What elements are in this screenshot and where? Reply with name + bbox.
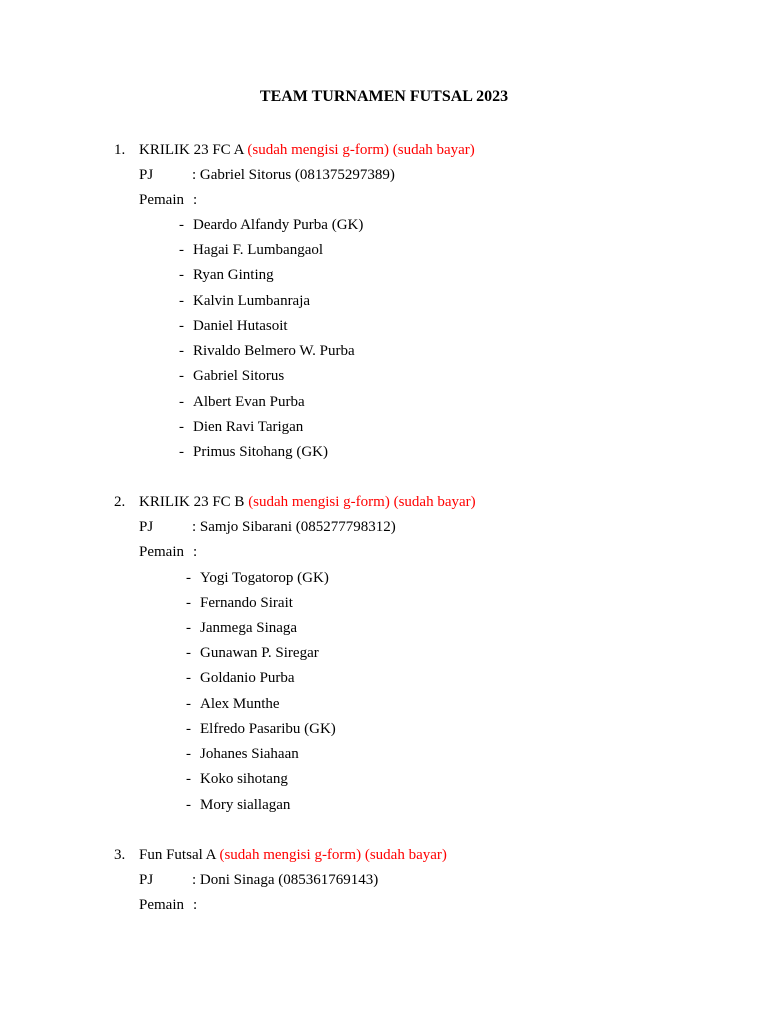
pemain-colon: : xyxy=(193,544,198,560)
bullet-dash: - xyxy=(179,394,184,410)
bullet-dash: - xyxy=(186,595,191,611)
team-number: 3. xyxy=(114,847,126,863)
bullet-dash: - xyxy=(179,343,184,359)
player-name: Yogi Togatorop (GK) xyxy=(200,570,329,586)
pj-label: PJ xyxy=(139,872,154,888)
player-item xyxy=(179,267,274,284)
player-name: Alex Munthe xyxy=(200,696,280,712)
bullet-dash: - xyxy=(186,746,191,762)
player-name: Elfredo Pasaribu (GK) xyxy=(200,721,336,737)
team-3-header xyxy=(114,847,447,864)
team-name: KRILIK 23 FC A xyxy=(139,142,244,158)
bullet-dash: - xyxy=(186,696,191,712)
team-status: (sudah mengisi g-form) (sudah bayar) xyxy=(219,847,447,863)
bullet-dash: - xyxy=(179,267,184,283)
bullet-dash: - xyxy=(179,444,184,460)
team-2-pemain-label: Pemain xyxy=(139,544,184,560)
pj-contact: : Samjo Sibarani (085277798312) xyxy=(192,519,396,535)
player-item xyxy=(179,217,363,234)
bullet-dash: - xyxy=(179,293,184,309)
team-status: (sudah mengisi g-form) (sudah bayar) xyxy=(247,142,475,158)
player-item xyxy=(186,595,293,612)
pj-contact: : Doni Sinaga (085361769143) xyxy=(192,872,379,888)
team-number: 1. xyxy=(114,142,126,158)
player-name: Mory siallagan xyxy=(200,797,291,813)
team-name: KRILIK 23 FC B xyxy=(139,494,245,510)
team-1-header xyxy=(114,142,475,159)
bullet-dash: - xyxy=(186,771,191,787)
bullet-dash: - xyxy=(179,217,184,233)
team-1-pj xyxy=(139,167,395,184)
player-name: Gabriel Sitorus xyxy=(193,368,285,384)
player-name: Deardo Alfandy Purba (GK) xyxy=(193,217,364,233)
player-name: Ryan Ginting xyxy=(193,267,274,283)
team-2-pj xyxy=(139,519,396,536)
player-name: Primus Sitohang (GK) xyxy=(193,444,328,460)
player-item xyxy=(186,696,280,713)
team-2-header xyxy=(114,494,476,511)
player-name: Daniel Hutasoit xyxy=(193,318,288,334)
player-name: Fernando Sirait xyxy=(200,595,293,611)
player-name: Rivaldo Belmero W. Purba xyxy=(193,343,355,359)
bullet-dash: - xyxy=(179,318,184,334)
bullet-dash: - xyxy=(186,645,191,661)
player-item xyxy=(186,797,290,814)
player-name: Johanes Siahaan xyxy=(200,746,299,762)
pj-label: PJ xyxy=(139,167,154,183)
bullet-dash: - xyxy=(186,620,191,636)
player-item xyxy=(186,771,288,788)
player-item xyxy=(179,343,355,360)
player-item xyxy=(179,444,328,461)
player-item xyxy=(179,242,323,259)
player-name: Gunawan P. Siregar xyxy=(200,645,319,661)
player-item xyxy=(179,419,303,436)
team-1-pemain-label: Pemain xyxy=(139,192,184,208)
pj-label: PJ xyxy=(139,519,154,535)
player-item xyxy=(186,645,319,662)
pj-contact: : Gabriel Sitorus (081375297389) xyxy=(192,167,395,183)
player-name: Hagai F. Lumbangaol xyxy=(193,242,324,258)
player-item xyxy=(179,318,288,335)
team-number: 2. xyxy=(114,494,126,510)
bullet-dash: - xyxy=(186,670,191,686)
player-item xyxy=(179,394,305,411)
player-item xyxy=(186,721,336,738)
bullet-dash: - xyxy=(179,419,184,435)
player-name: Albert Evan Purba xyxy=(193,394,305,410)
bullet-dash: - xyxy=(186,570,191,586)
bullet-dash: - xyxy=(186,721,191,737)
player-name: Goldanio Purba xyxy=(200,670,295,686)
player-item xyxy=(186,746,299,763)
player-name: Kalvin Lumbanraja xyxy=(193,293,311,309)
team-status: (sudah mengisi g-form) (sudah bayar) xyxy=(248,494,476,510)
bullet-dash: - xyxy=(179,368,184,384)
team-name: Fun Futsal A xyxy=(139,847,216,863)
player-item xyxy=(186,620,297,637)
team-3-pemain-label: Pemain xyxy=(139,897,184,913)
player-name: Dien Ravi Tarigan xyxy=(193,419,304,435)
player-item xyxy=(179,368,284,385)
player-name: Koko sihotang xyxy=(200,771,288,787)
player-item xyxy=(186,570,329,587)
player-item xyxy=(179,293,310,310)
document-title: TEAM TURNAMEN FUTSAL 2023 xyxy=(259,88,509,105)
bullet-dash: - xyxy=(179,242,184,258)
team-3-pj xyxy=(139,872,378,889)
pemain-colon: : xyxy=(193,897,198,913)
player-name: Janmega Sinaga xyxy=(200,620,298,636)
pemain-colon: : xyxy=(193,192,198,208)
bullet-dash: - xyxy=(186,797,191,813)
player-item xyxy=(186,670,295,687)
